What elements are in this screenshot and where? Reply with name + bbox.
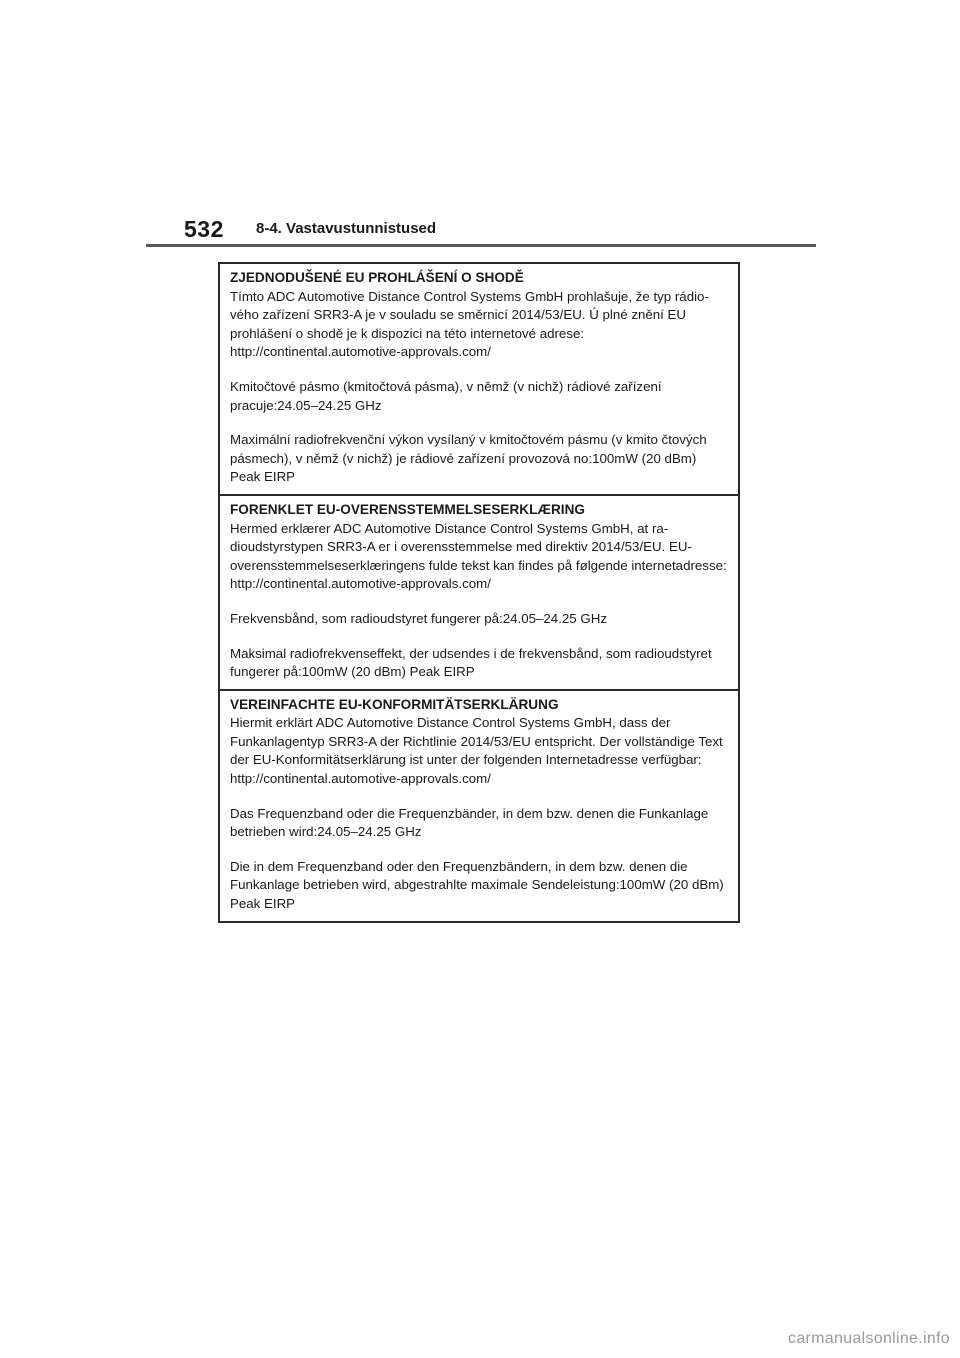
declaration-url: http://continental.automotive-approvals.com/ — [230, 576, 491, 592]
declaration-frequency: Frekvensbånd, som radioudstyret fungerer på:24.05–24.25 GHz — [230, 610, 607, 626]
declaration-power: Die in dem Frequenzband oder den Frequenzbändern, in dem bzw. denen die Funkanlage betrieben wird, abgestrahlte maximale Sendeleistung:100mW (20 dBm) Peak EIRP — [230, 858, 724, 912]
declaration-frequency: Das Frequenzband oder die Frequenzbänder, in dem bzw. denen die Funkanlage betrieben wird:24.05–24.25 GHz — [230, 805, 709, 840]
declaration-heading: FORENKLET EU-OVERENSSTEMMELSESERKLÆRING — [230, 501, 585, 517]
declaration-danish — [220, 494, 738, 689]
declaration-german — [220, 689, 738, 921]
section-title: 8-4. Vastavustunnistused — [256, 220, 437, 237]
declaration-power: Maksimal radiofrekvenseffekt, der udsendes i de frekvensbånd, som radioudstyret fungerer på:100mW (20 dBm) Peak EIRP — [230, 645, 712, 680]
declarations-box — [218, 262, 740, 923]
declaration-url: http://continental.automotive-approvals.com/ — [230, 771, 491, 787]
declaration-power: Maximální radiofrekvenční výkon vysílaný v kmitočtovém pásmu (v kmito čtových pásmech), v němž (v nichž) je rádiové zařízení provozová no:100mW (20 dBm) Peak EIRP — [230, 432, 707, 485]
declaration-intro: Tímto ADC Automotive Distance Control Systems GmbH prohlašuje, že typ rádio-vého zařízení SRR3-A je v souladu se směrnicí 2014/53/EU. Ú plné znění EU prohlášení o shodě je k dispozici na této internetové adrese: — [230, 288, 709, 341]
page-header — [146, 210, 816, 246]
declaration-url: http://continental.automotive-approvals.com/ — [230, 344, 491, 360]
declaration-heading: VEREINFACHTE EU-KONFORMITÄTSERKLÄRUNG — [230, 696, 559, 712]
declaration-heading: ZJEDNODUŠENÉ EU PROHLÁŠENÍ O SHODĚ — [230, 270, 524, 285]
watermark: carmanualsonline.info — [788, 1330, 950, 1347]
declaration-frequency: Kmitočtové pásmo (kmitočtová pásma), v němž (v nichž) rádiové zařízení pracuje:24.05–24.25 GHz — [230, 378, 662, 413]
page-number: 532 — [184, 216, 224, 242]
declaration-intro: Hermed erklærer ADC Automotive Distance Control Systems GmbH, at ra-dioudstyrstypen SRR3-A er i overensstemmelse med direktiv 2014/53/EU. EU-overensstemmelseserklæringens fulde tekst kan findes på følgende internetadresse: — [230, 520, 727, 573]
declaration-intro: Hiermit erklärt ADC Automotive Distance Control Systems GmbH, dass der Funkanlagentyp SRR3-A der Richtlinie 2014/53/EU entspricht. Der vollständige Text der EU-Konformitätserklärung ist unter der folgenden Internetadresse verfügbar: — [230, 715, 723, 768]
header-divider — [146, 244, 816, 247]
declaration-czech — [220, 264, 738, 494]
